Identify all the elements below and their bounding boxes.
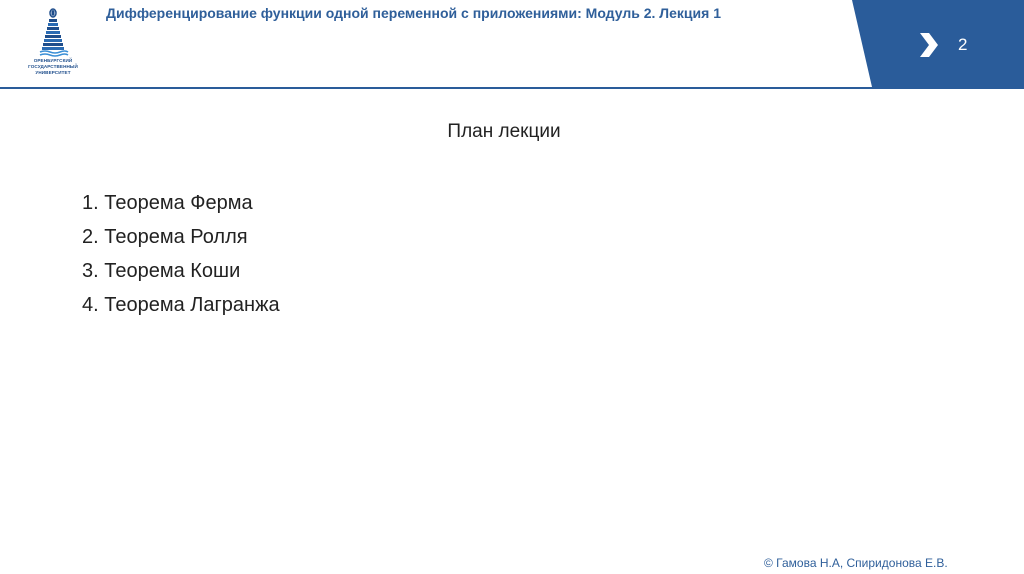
logo-line: ГОСУДАРСТВЕННЫЙ bbox=[28, 64, 78, 69]
page-number: 2 bbox=[958, 35, 968, 54]
logo-line: ОРЕНБУРГСКИЙ bbox=[33, 58, 73, 63]
course-title: Дифференцирование функции одной переменной с приложениями: Модуль 2. Лекция 1 bbox=[106, 5, 721, 21]
copyright-footer: © Гамова Н.А, Спиридонова Е.В. bbox=[764, 556, 948, 570]
chevron-right-icon[interactable] bbox=[918, 33, 940, 57]
page-badge bbox=[0, 0, 1024, 89]
list-item: 1. Теорема Ферма bbox=[82, 192, 253, 214]
logo-line: УНИВЕРСИТЕТ bbox=[35, 70, 71, 75]
header-divider bbox=[0, 87, 1024, 89]
slide-header bbox=[0, 0, 1024, 89]
plan-title: План лекции bbox=[447, 121, 561, 142]
list-item: 4. Теорема Лагранжа bbox=[82, 294, 280, 316]
list-item: 3. Теорема Коши bbox=[82, 260, 241, 282]
list-item: 2. Теорема Ролля bbox=[82, 226, 248, 248]
topic-list bbox=[82, 186, 280, 322]
